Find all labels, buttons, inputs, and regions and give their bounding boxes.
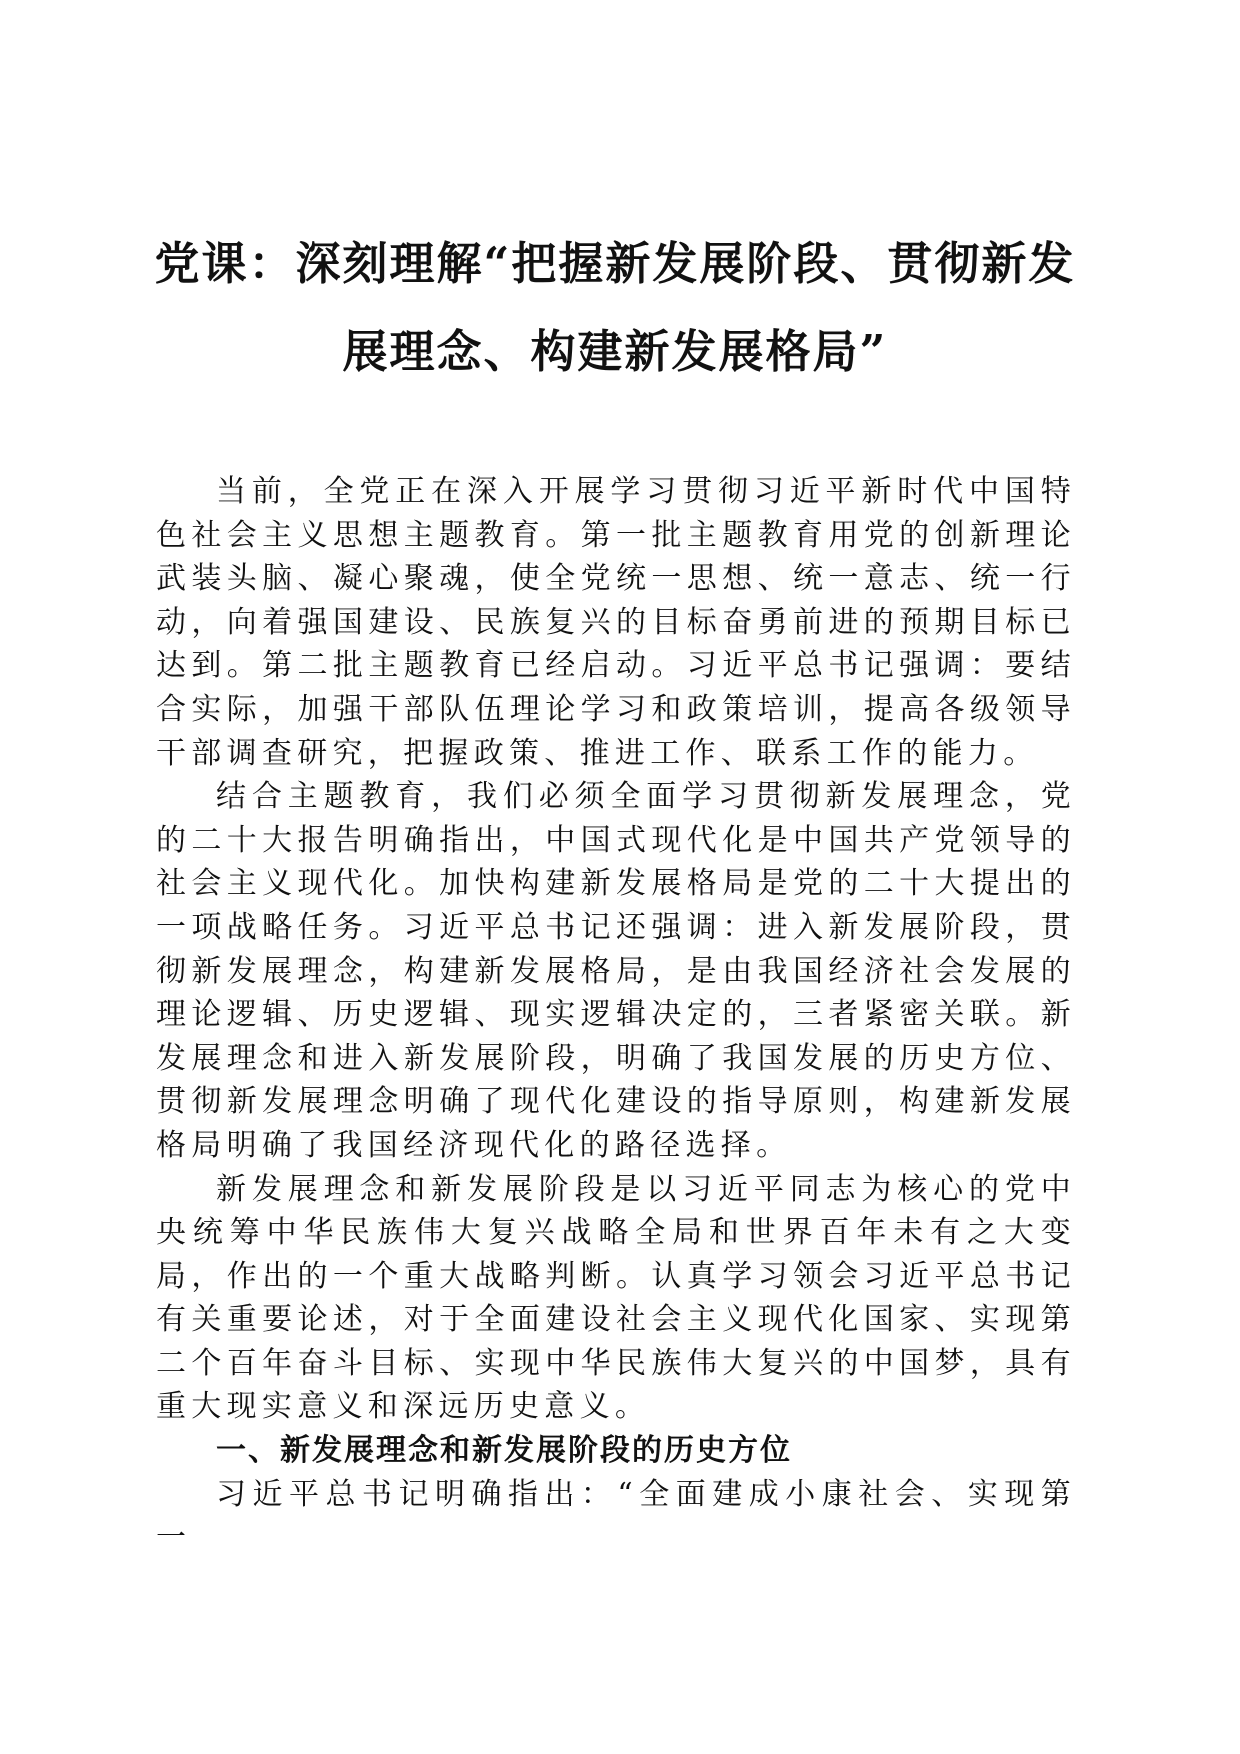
paragraph-1: 当前，全党正在深入开展学习贯彻习近平新时代中国特色社会主义思想主题教育。第一批主题教育用党的创新理论武装头脑、凝心聚魂，使全党统一思想、统一意志、统一行动，向着强国建设、民族复兴的目标奋勇前进的预期目标已达到。第二批主题教育已经启动。习近平总书记强调：要结合实际，加强干部队伍理论学习和政策培训，提高各级领导干部调查研究，把握政策、推进工作、联系工作的能力。 — [156, 474, 1076, 771]
document-body — [156, 470, 1076, 1560]
paragraph-4: 习近平总书记明确指出：“全面建成小康社会、实现第一 — [156, 1476, 1076, 1556]
section-heading-1: 一、新发展理念和新发展阶段的历史方位 — [216, 1433, 792, 1469]
document-title: 党课：深刻理解“把握新发展阶段、贯彻新发展理念、构建新发展格局” — [154, 237, 1076, 378]
paragraph-2: 结合主题教育，我们必须全面学习贯彻新发展理念，党的二十大报告明确指出，中国式现代化是中国共产党领导的社会主义现代化。加快构建新发展格局是党的二十大提出的一项战略任务。习近平总书记还强调：进入新发展阶段，贯彻新发展理念，构建新发展格局，是由我国经济社会发展的理论逻辑、历史逻辑、现实逻辑决定的，三者紧密关联。新发展理念和进入新发展阶段，明确了我国发展的历史方位、贯彻新发展理念明确了现代化建设的指导原则，构建新发展格局明确了我国经济现代化的路径选择。 — [156, 779, 1076, 1163]
paragraph-3: 新发展理念和新发展阶段是以习近平同志为核心的党中央统筹中华民族伟大复兴战略全局和世界百年未有之大变局，作出的一个重大战略判断。认真学习领会习近平总书记有关重要论述，对于全面建设社会主义现代化国家、实现第二个百年奋斗目标、实现中华民族伟大复兴的中国梦，具有重大现实意义和深远历史意义。 — [156, 1171, 1076, 1425]
